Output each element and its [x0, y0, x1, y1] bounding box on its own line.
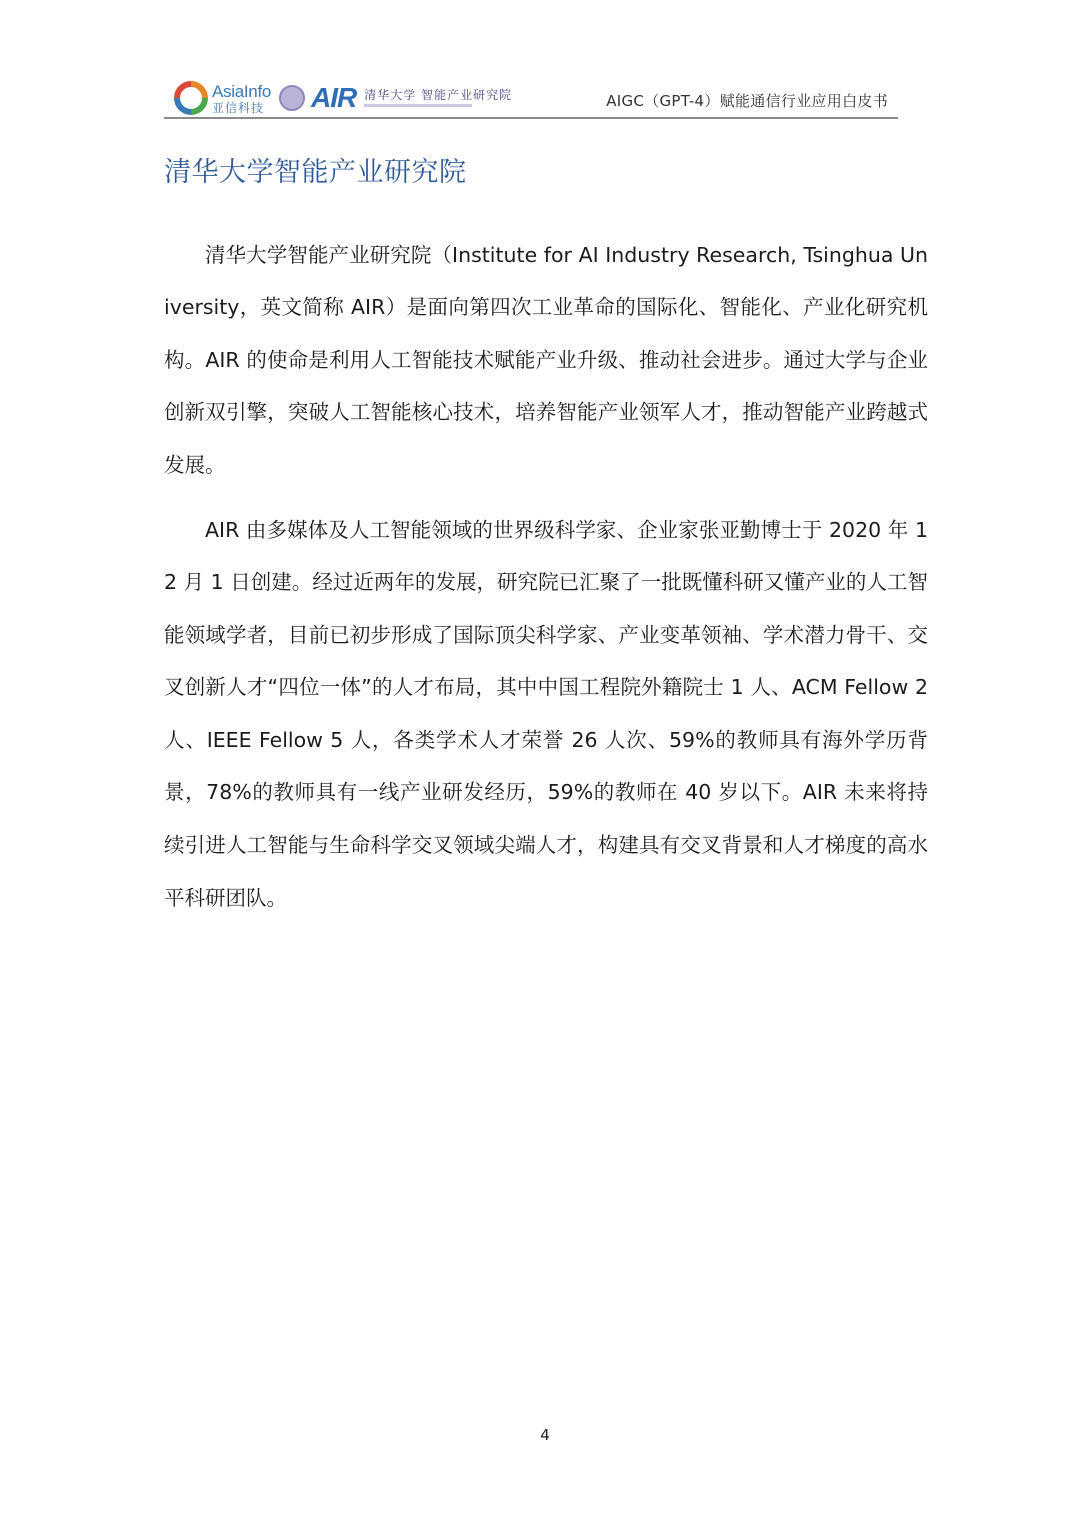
page-header	[164, 76, 898, 118]
paragraph-history: AIR 由多媒体及人工智能领域的世界级科学家、企业家张亚勤博士于 2020 年 12 月 1 日创建。经过近两年的发展，研究院已汇聚了一批既懂科研又懂产业的人工智能领域学者，目前已初步形成了国际顶尖科学家、产业变革领袖、学术潜力骨干、交叉创新人才“四位一体”的人才布局，其中中国工程院外籍院士 1 人、ACM Fellow 2 人、IEEE Fellow 5 人，各类学术人才荣誉 26 人次、59%的教师具有海外学历背景，78%的教师具有一线产业研发经历，59%的教师在 40 岁以下。AIR 未来将持续引进人工智能与生命科学交叉领域尖端人才，构建具有交叉背景和人才梯度的高水平科研团队。	[164, 517, 928, 910]
document-title: AIGC（GPT-4）赋能通信行业应用白皮书	[606, 92, 888, 110]
tsinghua-logo-bar	[364, 104, 472, 107]
tsinghua-logo-cn: 清华大学 智能产业研究院	[364, 88, 513, 102]
asiainfo-wordmark	[212, 83, 271, 114]
asiainfo-logo-icon	[174, 81, 208, 115]
header-divider	[164, 117, 898, 119]
header-logos	[174, 80, 512, 116]
section-title: 清华大学智能产业研究院	[164, 157, 467, 188]
air-logo: AIR	[311, 82, 357, 113]
page-number: 4	[540, 1426, 550, 1444]
tsinghua-air-wordmark	[364, 89, 512, 107]
asiainfo-logo-en: AsiaInfo	[212, 81, 272, 101]
tsinghua-seal-icon	[279, 85, 305, 111]
paragraph-intro: 清华大学智能产业研究院（Institute for AI Industry Research, Tsinghua University，英文简称 AIR）是面向第四次工业革命的国际化、智能化、产业化研究机构。AIR 的使命是利用人工智能技术赋能产业升级、推动社会进步。通过大学与企业创新双引擎，突破人工智能核心技术，培养智能产业领军人才，推动智能产业跨越式发展。	[164, 242, 928, 477]
asiainfo-logo-cn: 亚信科技	[212, 100, 265, 115]
